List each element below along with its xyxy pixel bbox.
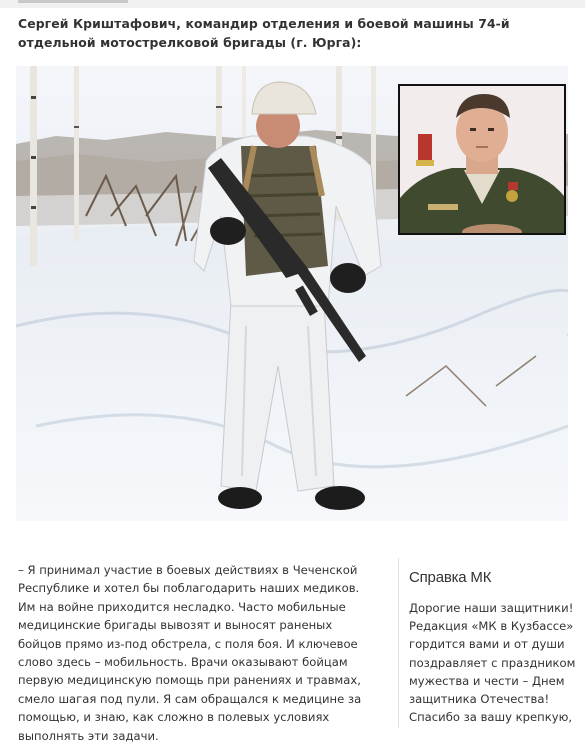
portrait-in-uniform-image — [400, 86, 564, 233]
top-strip — [0, 0, 585, 8]
interview-quote: – Я принимал участие в боевых действиях в Чеченской Республике и хотел бы поблагодарить наших медиков. Им на войне приходится несладко. Часто мобильные медицинские бригады вывозят и выносят раненых бойцов прямо из-под обстрела, с поля боя. И ключевое слово здесь – мобильность. Врачи оказывают бойцам первую медицинскую помощь при ранениях и травмах, смело шагая под пули. Я сам обращался к медицине за помощью, и знаю, как сложно в полевых условиях выполнять эти задачи. — [18, 563, 362, 743]
inset-portrait-photo — [398, 84, 566, 235]
top-crumb-bar — [18, 0, 128, 3]
reference-sidebar — [398, 558, 585, 728]
photo-caption: Сергей Криштафович, командир отделения и боевой машины 74-й отдельной мотострелковой бригады (г. Юрга): — [18, 16, 510, 50]
sidebar-title: Справка МК — [409, 569, 492, 586]
sidebar-text: Дорогие наши защитники! Редакция «МК в Кузбассе» гордится вами и от души поздравляет с праздником мужества и чести – Днем защитника Отечества! Спасибо за вашу крепкую, — [409, 601, 576, 725]
